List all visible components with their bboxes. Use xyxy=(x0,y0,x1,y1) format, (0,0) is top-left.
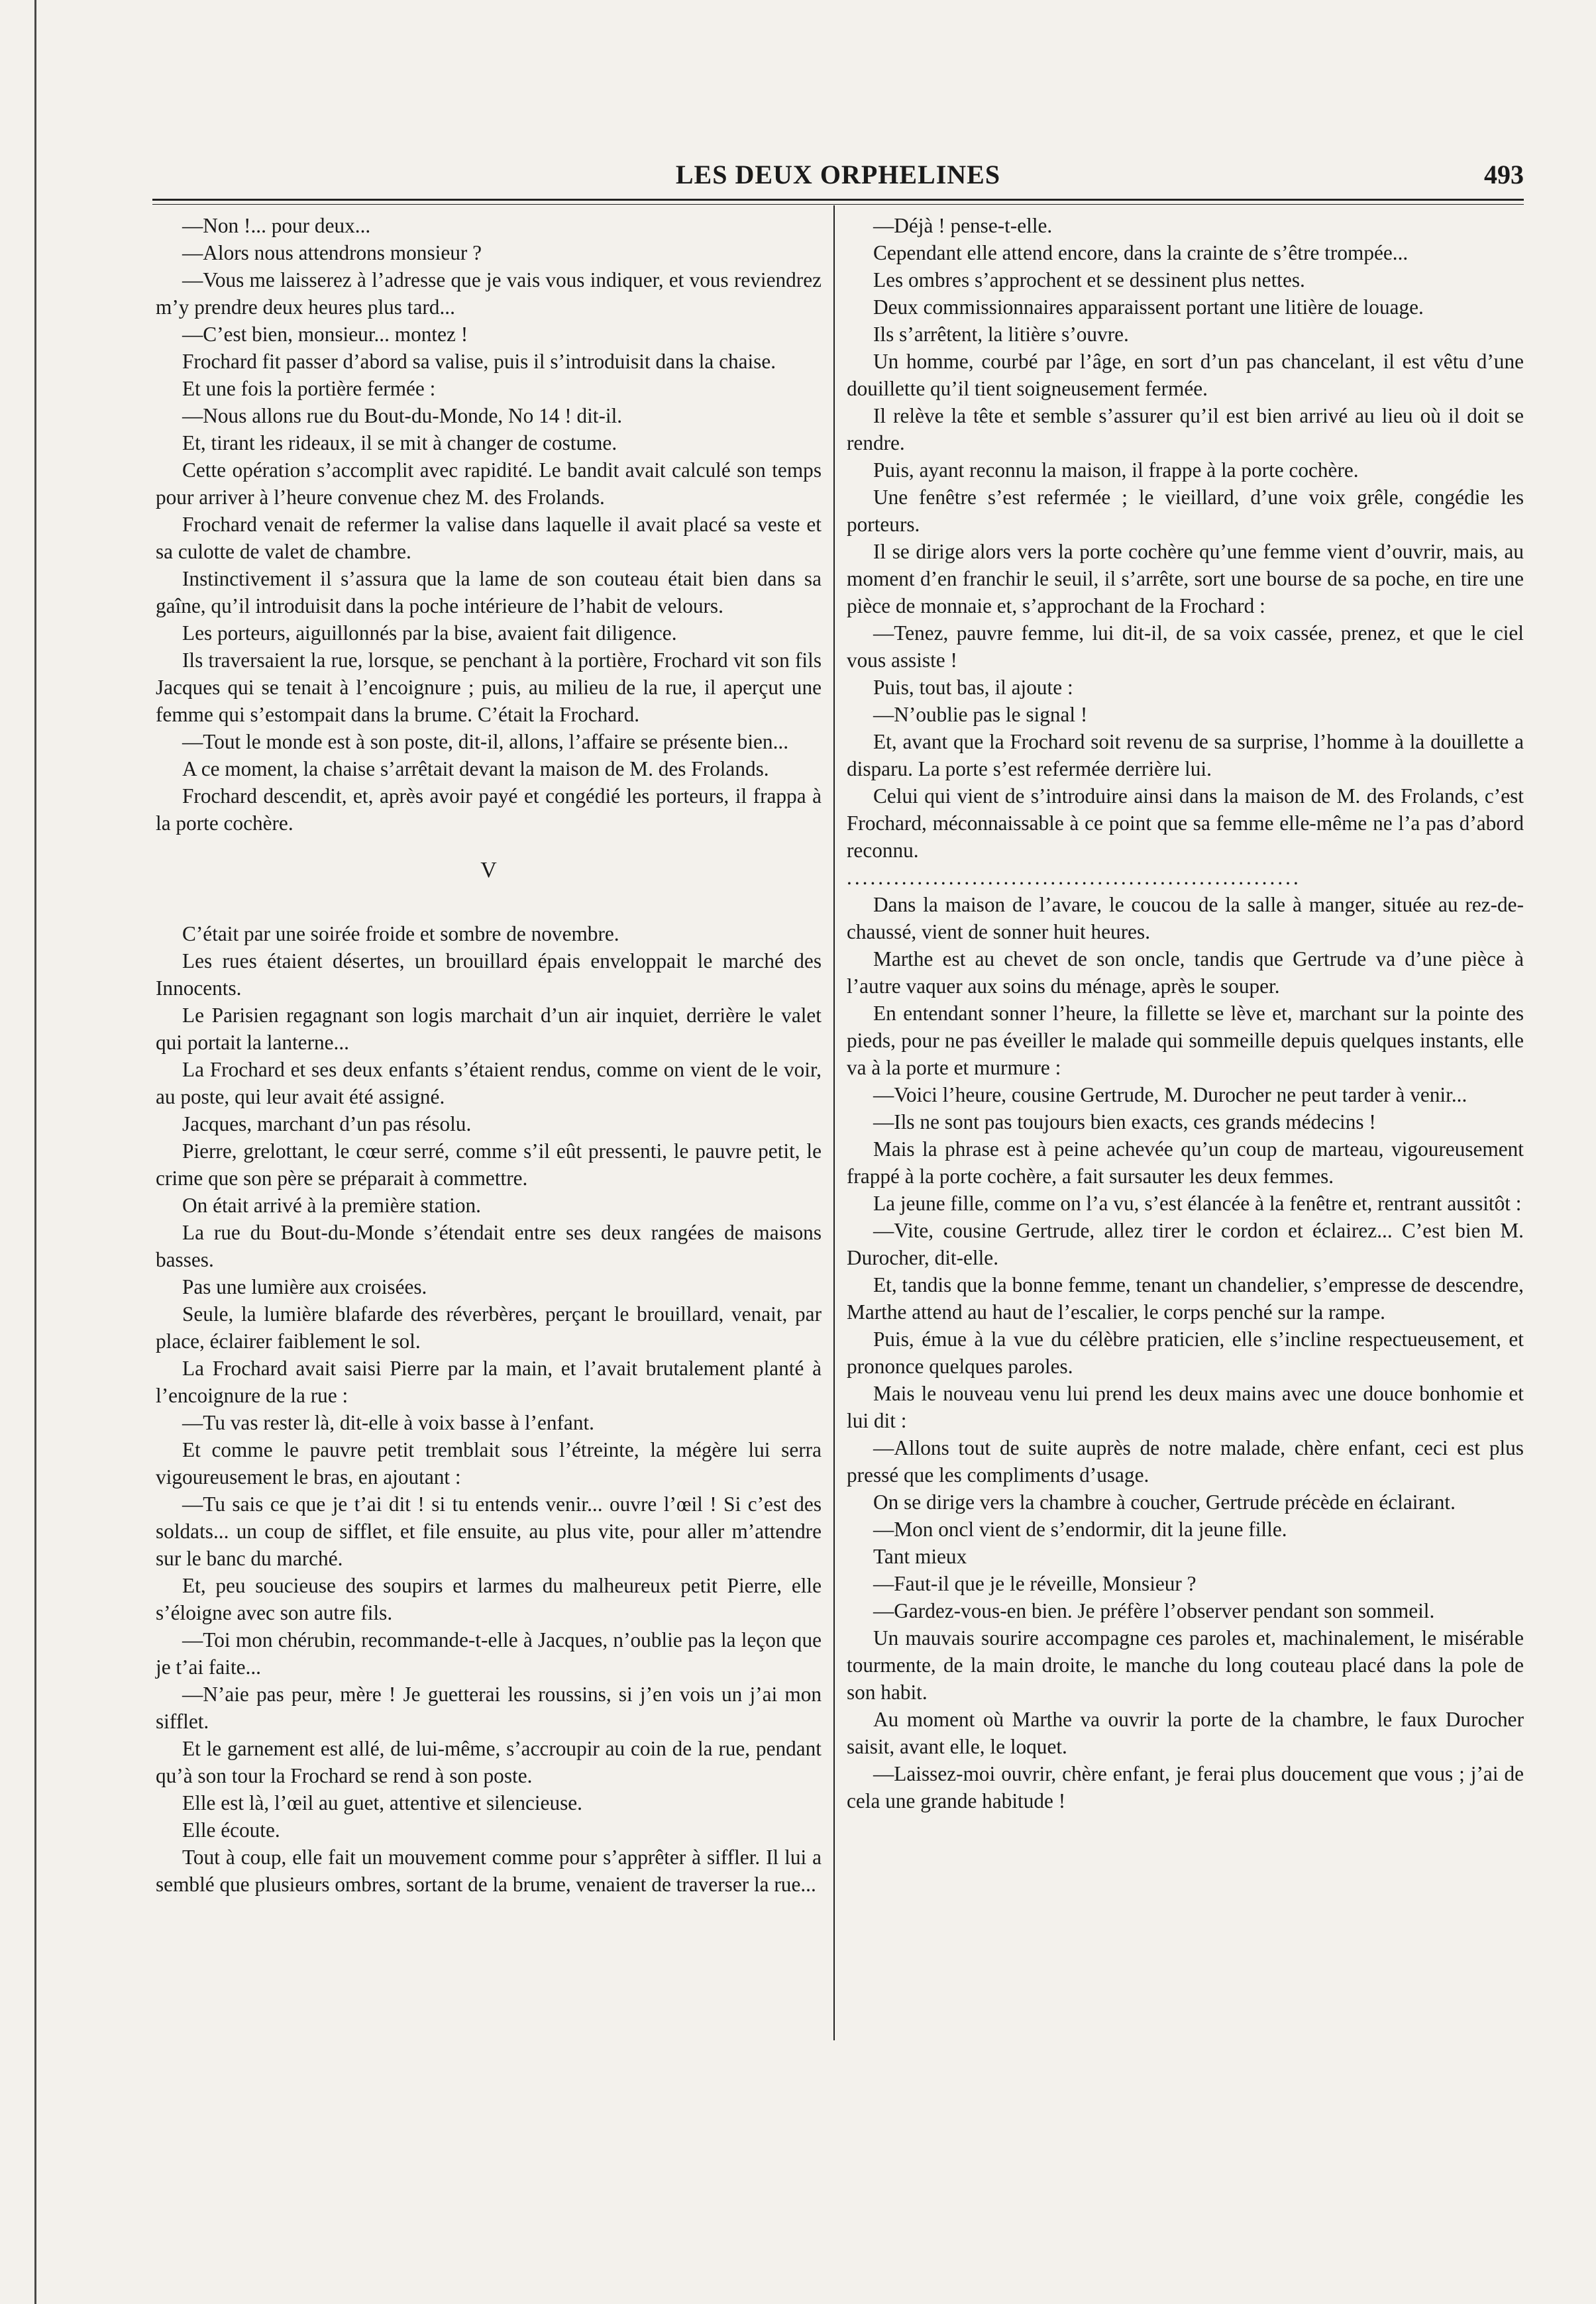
section-separator: .......................................................... xyxy=(847,866,1301,889)
header-title: LES DEUX ORPHELINES xyxy=(675,160,1001,189)
paragraph: La jeune fille, comme on l’a vu, s’est élancée à la fenêtre et, rentrant aussitôt : xyxy=(873,1192,1522,1215)
paragraph: Puis, émue à la vue du célèbre praticien, elle s’incline respectueusement, et prononce quelques paroles. xyxy=(847,1328,1524,1378)
right-column xyxy=(847,212,1524,1814)
paragraph: —Déjà ! pense-t-elle. xyxy=(873,214,1053,237)
paragraph: —Vite, cousine Gertrude, allez tirer le cordon et éclairez... C’est bien M. Durocher, dit-elle. xyxy=(847,1219,1524,1269)
paragraph: Elle est là, l’œil au guet, attentive et silencieuse. xyxy=(182,1791,582,1814)
paragraph: Mais la phrase est à peine achevée qu’un coup de marteau, vigoureusement frappé à la porte cochère, a fait sursauter les deux femmes. xyxy=(847,1137,1524,1188)
paragraph: —Laissez-moi ouvrir, chère enfant, je ferai plus doucement que vous ; j’ai de cela une grande habitude ! xyxy=(847,1762,1524,1812)
paragraph: Et, tandis que la bonne femme, tenant un chandelier, s’empresse de descendre, Marthe attend au haut de l’escalier, le corps penché sur la rampe. xyxy=(847,1273,1524,1324)
paragraph: Marthe est au chevet de son oncle, tandis que Gertrude va d’une pièce à l’autre vaquer aux soins du ménage, après le souper. xyxy=(847,947,1524,998)
paragraph: —Ils ne sont pas toujours bien exacts, ces grands médecins ! xyxy=(873,1110,1376,1133)
paragraph: Celui qui vient de s’introduire ainsi dans la maison de M. des Frolands, c’est Frochard, méconnaissable à ce point que sa femme elle-même ne l’a pas d’abord reconnu. xyxy=(847,784,1524,862)
paragraph: Elle écoute. xyxy=(182,1818,280,1842)
paragraph: Et, tirant les rideaux, il se mit à changer de costume. xyxy=(182,431,617,454)
paragraph: —C’est bien, monsieur... montez ! xyxy=(182,323,468,346)
paragraph: Les porteurs, aiguillonnés par la bise, avaient fait diligence. xyxy=(182,621,677,645)
paragraph: Pas une lumière aux croisées. xyxy=(182,1275,427,1298)
paragraph: —Alors nous attendrons monsieur ? xyxy=(182,241,482,264)
paragraph: —Tu vas rester là, dit-elle à voix basse à l’enfant. xyxy=(182,1411,594,1434)
paragraph: Et une fois la portière fermée : xyxy=(182,377,436,400)
paragraph: Un homme, courbé par l’âge, en sort d’un pas chancelant, il est vêtu d’une douillette qu’il tient soigneusement fermée. xyxy=(847,350,1524,400)
paragraph: Ils traversaient la rue, lorsque, se penchant à la portière, Frochard vit son fils Jacques qui se tenait à l’encoignure ; puis, au milieu de la rue, il aperçut une femme qui s’estompait dans la brume. C’était la Frochard. xyxy=(156,649,822,726)
paragraph: —Toi mon chérubin, recommande-t-elle à Jacques, n’oublie pas la leçon que je t’ai faite... xyxy=(156,1628,822,1679)
paragraph: Puis, tout bas, il ajoute : xyxy=(873,676,1073,699)
paragraph: Frochard fit passer d’abord sa valise, puis il s’introduisit dans la chaise. xyxy=(182,350,776,373)
left-column-part-2 xyxy=(156,920,822,1898)
paragraph: Frochard venait de refermer la valise dans laquelle il avait placé sa veste et sa culotte de valet de chambre. xyxy=(156,513,822,563)
paragraph: —Tu sais ce que je t’ai dit ! si tu entends venir... ouvre l’œil ! Si c’est des soldats... un coup de sifflet, et file ensuite, au plus vite, pour aller m’attendre sur le banc du marché. xyxy=(156,1492,822,1570)
paragraph: Tant mieux xyxy=(873,1545,967,1568)
page-edge-line xyxy=(34,0,36,2304)
paragraph: Les rues étaient désertes, un brouillard épais enveloppait le marché des Innocents. xyxy=(156,949,822,1000)
paragraph: Les ombres s’approchent et se dessinent plus nettes. xyxy=(873,268,1305,291)
paragraph: La rue du Bout-du-Monde s’étendait entre ses deux rangées de maisons basses. xyxy=(156,1221,822,1271)
paragraph: En entendant sonner l’heure, la fillette se lève et, marchant sur la pointe des pieds, pour ne pas éveiller le malade qui sommeille depuis quelques instants, elle va à la porte et murmure : xyxy=(847,1002,1524,1079)
paragraph: —Faut-il que je le réveille, Monsieur ? xyxy=(873,1572,1197,1595)
paragraph: —Tout le monde est à son poste, dit-il, allons, l’affaire se présente bien... xyxy=(182,730,789,753)
section-number: V xyxy=(480,858,497,882)
paragraph: Il relève la tête et semble s’assurer qu’il est bien arrivé au lieu où il doit se rendre. xyxy=(847,404,1524,454)
paragraph: —Voici l’heure, cousine Gertrude, M. Durocher ne peut tarder à venir... xyxy=(873,1083,1467,1106)
paragraph: Pierre, grelottant, le cœur serré, comme s’il eût pressenti, le pauvre petit, le crime que son père se préparait à commettre. xyxy=(156,1139,822,1190)
paragraph: Puis, ayant reconnu la maison, il frappe à la porte cochère. xyxy=(873,458,1359,482)
paragraph: —Gardez-vous-en bien. Je préfère l’observer pendant son sommeil. xyxy=(873,1599,1435,1622)
paragraph: La Frochard avait saisi Pierre par la main, et l’avait brutalement planté à l’encoignure de la rue : xyxy=(156,1357,822,1407)
page-number: 493 xyxy=(1484,160,1524,189)
paragraph: Deux commissionnaires apparaissent portant une litière de louage. xyxy=(873,295,1424,319)
running-header xyxy=(152,159,1524,199)
paragraph: Une fenêtre s’est refermée ; le vieillard, d’une voix grêle, congédie les porteurs. xyxy=(847,486,1524,536)
paragraph: Tout à coup, elle fait un mouvement comme pour s’apprêter à siffler. Il lui a semblé que plusieurs ombres, sortant de la brume, venaient de traverser la rue... xyxy=(156,1846,822,1896)
paragraph: Un mauvais sourire accompagne ces paroles et, machinalement, le misérable tourmente, de la main droite, le manche du long couteau placé dans la pole de son habit. xyxy=(847,1626,1524,1704)
paragraph: Et, avant que la Frochard soit revenu de sa surprise, l’homme à la douillette a disparu. La porte s’est refermée derrière lui. xyxy=(847,730,1524,780)
left-column xyxy=(156,212,822,1898)
paragraph: Mais le nouveau venu lui prend les deux mains avec une douce bonhomie et lui dit : xyxy=(847,1382,1524,1432)
paragraph: —Mon oncl vient de s’endormir, dit la jeune fille. xyxy=(873,1518,1287,1541)
paragraph: —N’aie pas peur, mère ! Je guetterai les roussins, si j’en vois un j’ai mon sifflet. xyxy=(156,1683,822,1733)
paragraph: Instinctivement il s’assura que la lame de son couteau était bien dans sa gaîne, qu’il introduisit dans la poche intérieure de l’habit de velours. xyxy=(156,567,822,617)
paragraph: La Frochard et ses deux enfants s’étaient rendus, comme on vient de le voir, au poste, qui leur avait été assigné. xyxy=(156,1058,822,1108)
paragraph: —Non !... pour deux... xyxy=(182,214,371,237)
paragraph: Et comme le pauvre petit tremblait sous l’étreinte, la mégère lui serra vigoureusement le bras, en ajoutant : xyxy=(156,1438,822,1489)
paragraph: Dans la maison de l’avare, le coucou de la salle à manger, située au rez-de-chaussé, vient de sonner huit heures. xyxy=(847,893,1524,943)
paragraph: Et, peu soucieuse des soupirs et larmes du malheureux petit Pierre, elle s’éloigne avec son autre fils. xyxy=(156,1574,822,1624)
paragraph: Ils s’arrêtent, la litière s’ouvre. xyxy=(873,323,1129,346)
paragraph: Cependant elle attend encore, dans la crainte de s’être trompée... xyxy=(873,241,1409,264)
column-divider xyxy=(833,205,835,2040)
paragraph: Le Parisien regagnant son logis marchait d’un air inquiet, derrière le valet qui portait la lanterne... xyxy=(156,1004,822,1054)
paragraph: On se dirige vers la chambre à coucher, Gertrude précède en éclairant. xyxy=(873,1491,1456,1514)
paragraph: Il se dirige alors vers la porte cochère qu’une femme vient d’ouvrir, mais, au moment d’en franchir le seuil, il s’arrête, sort une bourse de sa poche, en tire une pièce de monnaie et, s’approchant de la Frochard : xyxy=(847,540,1524,617)
paragraph: Seule, la lumière blafarde des réverbères, perçant le brouillard, venait, par place, éclairer faiblement le sol. xyxy=(156,1302,822,1353)
paragraph: —Tenez, pauvre femme, lui dit-il, de sa voix cassée, prenez, et que le ciel vous assiste ! xyxy=(847,621,1524,672)
paragraph: On était arrivé à la première station. xyxy=(182,1194,481,1217)
paragraph: Au moment où Marthe va ouvrir la porte de la chambre, le faux Durocher saisit, avant elle, le loquet. xyxy=(847,1708,1524,1758)
right-column-part-1 xyxy=(847,212,1524,864)
header-rule-thin xyxy=(152,204,1524,205)
left-column-part-1 xyxy=(156,212,822,837)
paragraph: —Nous allons rue du Bout-du-Monde, No 14 ! dit-il. xyxy=(182,404,623,427)
paragraph: A ce moment, la chaise s’arrêtait devant la maison de M. des Frolands. xyxy=(182,757,769,780)
paragraph: Et le garnement est allé, de lui-même, s’accroupir au coin de la rue, pendant qu’à son tour la Frochard se rend à son poste. xyxy=(156,1737,822,1787)
paragraph: Cette opération s’accomplit avec rapidité. Le bandit avait calculé son temps pour arriver à l’heure convenue chez M. des Frolands. xyxy=(156,458,822,509)
paragraph: —Allons tout de suite auprès de notre malade, chère enfant, ceci est plus pressé que les compliments d’usage. xyxy=(847,1436,1524,1487)
right-column-part-2 xyxy=(847,891,1524,1814)
paragraph: Frochard descendit, et, après avoir payé et congédié les porteurs, il frappa à la porte cochère. xyxy=(156,784,822,835)
paragraph: —Vous me laisserez à l’adresse que je vais vous indiquer, et vous reviendrez m’y prendre deux heures plus tard... xyxy=(156,268,822,319)
paragraph: Jacques, marchant d’un pas résolu. xyxy=(182,1112,472,1135)
paragraph: C’était par une soirée froide et sombre de novembre. xyxy=(182,922,619,945)
paragraph: —N’oublie pas le signal ! xyxy=(873,703,1088,726)
header-rule xyxy=(152,199,1524,201)
